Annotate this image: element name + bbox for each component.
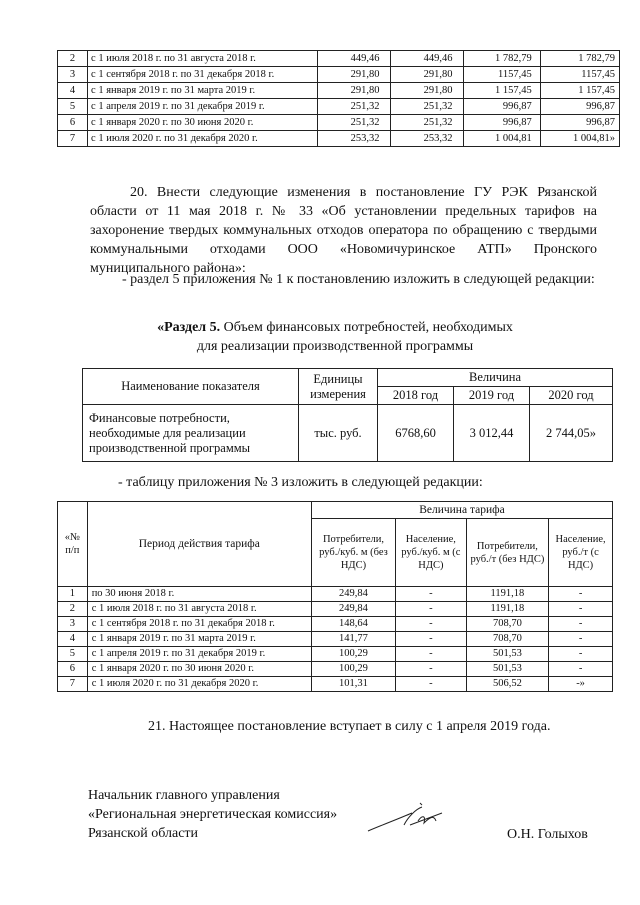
header-population-m3: Население, руб./куб. м (с НДС)	[396, 519, 467, 587]
header-row-number: «№ п/п	[58, 502, 88, 587]
row-value: -	[396, 632, 467, 647]
header-tariff-value: Величина тарифа	[311, 502, 612, 519]
row-value: -	[549, 587, 613, 602]
table-row	[58, 647, 613, 662]
row-value: -	[396, 662, 467, 677]
row-number: 6	[58, 115, 88, 131]
row-value: 291,80	[317, 67, 390, 83]
row-value: 249,84	[311, 602, 395, 617]
header-consumers-t: Потребители, руб./т (без НДС)	[466, 519, 548, 587]
row-number: 1	[58, 587, 88, 602]
row-value: 141,77	[311, 632, 395, 647]
handwritten-signature	[360, 795, 450, 840]
row-number: 2	[58, 51, 88, 67]
row-number: 5	[58, 647, 88, 662]
row-value: -	[549, 662, 613, 677]
signatory-line-2: «Региональная энергетическая комиссия»	[88, 807, 338, 822]
section-5-title-rest: Объем финансовых потребностей, необходимых	[220, 320, 513, 335]
row-period: с 1 сентября 2018 г. по 31 декабря 2018 г.	[87, 617, 311, 632]
row-value: 1 004,81»	[540, 131, 619, 147]
row-number: 7	[58, 131, 88, 147]
table-row	[58, 131, 620, 147]
row-period: с 1 июля 2020 г. по 31 декабря 2020 г.	[87, 677, 311, 692]
paragraph-20: 20. Внести следующие изменения в постановление ГУ РЭК Рязанской области от 11 мая 2018 г. № 33 «Об установлении предельных тарифов на захоронение твердых коммунальных отходов оператора по обращению с твердыми коммунальными отходами ООО «Новомичуринское АТП» Пронского муниципального района»:	[90, 185, 597, 276]
row-value: 996,87	[463, 115, 540, 131]
row-value: 253,32	[317, 131, 390, 147]
row-period: с 1 июля 2020 г. по 31 декабря 2020 г.	[88, 131, 317, 147]
row-value: 708,70	[466, 617, 548, 632]
tariff-table-continuation	[57, 50, 620, 147]
row-value: -	[396, 587, 467, 602]
table-row	[58, 617, 613, 632]
row-period: с 1 апреля 2019 г. по 31 декабря 2019 г.	[88, 99, 317, 115]
row-value: -	[396, 677, 467, 692]
row-period: с 1 января 2020 г. по 30 июня 2020 г.	[88, 115, 317, 131]
header-year-2019: 2019 год	[454, 387, 530, 405]
value-2019: 3 012,44	[454, 405, 530, 462]
table-row	[58, 67, 620, 83]
row-number: 4	[58, 632, 88, 647]
row-number: 3	[58, 617, 88, 632]
row-value: 251,32	[390, 99, 463, 115]
table-row	[58, 602, 613, 617]
row-value: 1157,45	[463, 67, 540, 83]
row-period: с 1 сентября 2018 г. по 31 декабря 2018 г.	[88, 67, 317, 83]
signatory-line-1: Начальник главного управления	[88, 788, 280, 803]
section-5-title	[120, 318, 550, 356]
section-5-title-line2: для реализации производственной программы	[196, 339, 474, 354]
signatory-line-3: Рязанской области	[88, 826, 199, 841]
row-value: 1 004,81	[463, 131, 540, 147]
row-number: 3	[58, 67, 88, 83]
row-number: 5	[58, 99, 88, 115]
header-value: Величина	[378, 369, 613, 387]
value-2020: 2 744,05»	[530, 405, 613, 462]
row-value: 101,31	[311, 677, 395, 692]
table-row	[58, 83, 620, 99]
row-value: 506,52	[466, 677, 548, 692]
row-period: с 1 января 2020 г. по 30 июня 2020 г.	[87, 662, 311, 677]
row-value: -»	[549, 677, 613, 692]
table-row	[58, 587, 613, 602]
section-5-label: «Раздел 5.	[157, 320, 221, 335]
row-value: 1 157,45	[463, 83, 540, 99]
row-value: -	[396, 617, 467, 632]
paragraph-21: 21. Настоящее постановление вступает в силу с 1 апреля 2019 года.	[148, 719, 551, 734]
row-period: с 1 июля 2018 г. по 31 августа 2018 г.	[88, 51, 317, 67]
row-value: 1191,18	[466, 587, 548, 602]
row-value: 1 782,79	[463, 51, 540, 67]
value-2018: 6768,60	[378, 405, 454, 462]
row-period: с 1 июля 2018 г. по 31 августа 2018 г.	[87, 602, 311, 617]
row-value: 291,80	[390, 83, 463, 99]
row-financial-needs-name: Финансовые потребности, необходимые для реализации производственной программы	[83, 405, 299, 462]
row-value: -	[549, 602, 613, 617]
row-number: 6	[58, 662, 88, 677]
header-period: Период действия тарифа	[87, 502, 311, 587]
row-value: 100,29	[311, 662, 395, 677]
row-value: 449,46	[390, 51, 463, 67]
row-value: 249,84	[311, 587, 395, 602]
tariff-table	[57, 501, 613, 692]
table-row	[58, 632, 613, 647]
row-value: 253,32	[390, 131, 463, 147]
header-units: Единицы измерения	[299, 369, 378, 405]
signatory-position	[88, 786, 337, 843]
row-value: 291,80	[390, 67, 463, 83]
header-consumers-m3: Потребители, руб./куб. м (без НДС)	[311, 519, 395, 587]
row-value: -	[396, 647, 467, 662]
row-value: 251,32	[317, 115, 390, 131]
row-value: 996,87	[540, 99, 619, 115]
row-value: 708,70	[466, 632, 548, 647]
row-value: 100,29	[311, 647, 395, 662]
row-value: 501,53	[466, 647, 548, 662]
row-period: по 30 июня 2018 г.	[87, 587, 311, 602]
row-value: 148,64	[311, 617, 395, 632]
row-value: -	[549, 617, 613, 632]
signatory-name: О.Н. Голыхов	[507, 827, 588, 842]
header-population-t: Население, руб./т (с НДС)	[549, 519, 613, 587]
table-row	[58, 662, 613, 677]
header-year-2018: 2018 год	[378, 387, 454, 405]
table-row	[58, 115, 620, 131]
row-value: 251,32	[390, 115, 463, 131]
row-units: тыс. руб.	[299, 405, 378, 462]
row-value: 996,87	[540, 115, 619, 131]
bullet-appendix-3: - таблицу приложения № 3 изложить в следующей редакции:	[118, 475, 483, 490]
row-number: 7	[58, 677, 88, 692]
header-year-2020: 2020 год	[530, 387, 613, 405]
row-value: 996,87	[463, 99, 540, 115]
row-period: с 1 января 2019 г. по 31 марта 2019 г.	[88, 83, 317, 99]
bullet-section-5: - раздел 5 приложения № 1 к постановлению изложить в следующей редакции:	[122, 272, 595, 287]
header-indicator-name: Наименование показателя	[83, 369, 299, 405]
table-row	[58, 51, 620, 67]
row-value: 291,80	[317, 83, 390, 99]
table-row	[58, 99, 620, 115]
row-period: с 1 апреля 2019 г. по 31 декабря 2019 г.	[87, 647, 311, 662]
table-row	[58, 677, 613, 692]
row-value: 1191,18	[466, 602, 548, 617]
row-number: 2	[58, 602, 88, 617]
row-number: 4	[58, 83, 88, 99]
row-value: 1 157,45	[540, 83, 619, 99]
row-value: 1 782,79	[540, 51, 619, 67]
row-value: -	[549, 632, 613, 647]
row-value: -	[396, 602, 467, 617]
row-value: 1157,45	[540, 67, 619, 83]
row-value: 501,53	[466, 662, 548, 677]
financial-needs-table	[82, 368, 613, 462]
row-value: 449,46	[317, 51, 390, 67]
row-value: -	[549, 647, 613, 662]
row-value: 251,32	[317, 99, 390, 115]
row-period: с 1 января 2019 г. по 31 марта 2019 г.	[87, 632, 311, 647]
